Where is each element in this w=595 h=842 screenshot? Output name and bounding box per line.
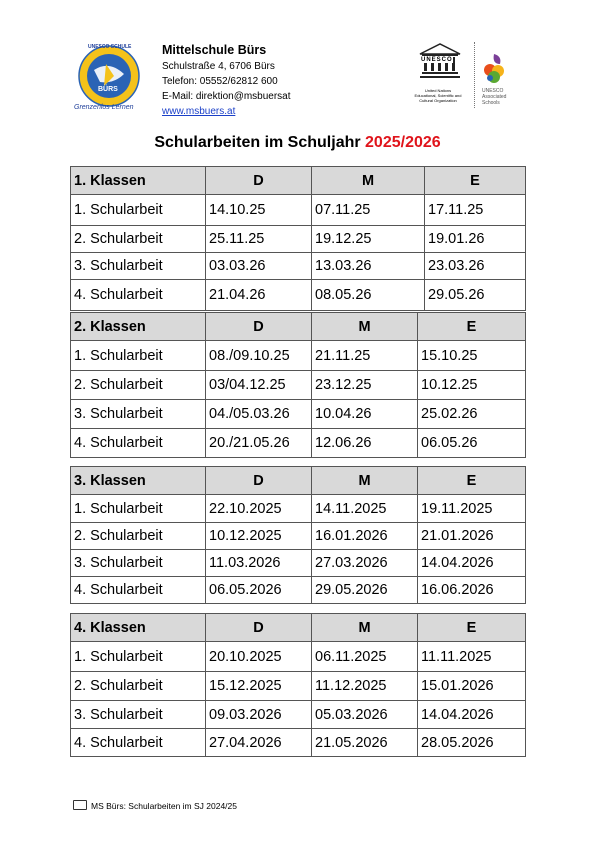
column-e: E — [418, 614, 526, 642]
table-row — [71, 371, 526, 400]
date-m: 10.04.26 — [312, 400, 418, 429]
row-label: 1. Schularbeit — [71, 495, 206, 523]
row-label: 2. Schularbeit — [71, 523, 206, 550]
logo-text-bottom: Grenzenlos Lernen — [74, 104, 134, 111]
date-d: 20./21.05.26 — [206, 429, 312, 458]
unesco-word: UNESCO — [421, 57, 453, 63]
logo-text-center: BÜRS — [98, 86, 118, 93]
date-e: 15.10.25 — [418, 341, 526, 371]
column-e: E — [418, 467, 526, 495]
date-d: 03.03.26 — [206, 253, 312, 280]
school-address: Schulstraße 4, 6706 Bürs — [162, 61, 275, 72]
table-row — [71, 341, 526, 371]
date-d: 20.10.2025 — [206, 642, 312, 672]
date-m: 27.03.2026 — [312, 550, 418, 577]
date-e: 14.04.2026 — [418, 550, 526, 577]
table-row — [71, 226, 526, 253]
page-footer — [73, 800, 237, 811]
schedule-table-2 — [70, 312, 526, 458]
date-m: 08.05.26 — [312, 280, 425, 311]
date-e: 19.11.2025 — [418, 495, 526, 523]
class-heading: 3. Klassen — [71, 467, 206, 495]
unesco-org-line3: Cultural Organization — [419, 98, 457, 103]
date-d: 22.10.2025 — [206, 495, 312, 523]
date-m: 14.11.2025 — [312, 495, 418, 523]
date-m: 12.06.26 — [312, 429, 418, 458]
date-m: 19.12.25 — [312, 226, 425, 253]
date-e: 14.04.2026 — [418, 701, 526, 729]
class-heading: 1. Klassen — [71, 167, 206, 195]
row-label: 1. Schularbeit — [71, 642, 206, 672]
schedule-table-1 — [70, 166, 526, 311]
table-row — [71, 523, 526, 550]
row-label: 3. Schularbeit — [71, 701, 206, 729]
row-label: 1. Schularbeit — [71, 341, 206, 371]
table-row — [71, 577, 526, 604]
date-m: 07.11.25 — [312, 195, 425, 226]
date-m: 29.05.2026 — [312, 577, 418, 604]
column-d: D — [206, 467, 312, 495]
class-heading: 2. Klassen — [71, 313, 206, 341]
date-e: 10.12.25 — [418, 371, 526, 400]
table-row — [71, 400, 526, 429]
date-m: 16.01.2026 — [312, 523, 418, 550]
class-heading: 4. Klassen — [71, 614, 206, 642]
aspnet-text — [482, 88, 506, 106]
aspnet-line3: Schools — [482, 100, 500, 106]
table-header-row — [71, 614, 526, 642]
unesco-divider — [474, 42, 475, 108]
column-d: D — [206, 313, 312, 341]
date-d: 10.12.2025 — [206, 523, 312, 550]
date-d: 14.10.25 — [206, 195, 312, 226]
footer-text: MS Bürs: Schularbeiten im SJ 2024/25 — [91, 801, 237, 811]
table-header-row — [71, 313, 526, 341]
date-d: 27.04.2026 — [206, 729, 312, 757]
column-d: D — [206, 167, 312, 195]
date-m: 11.12.2025 — [312, 672, 418, 701]
school-name: Mittelschule Bürs — [162, 43, 267, 57]
column-e: E — [418, 313, 526, 341]
date-m: 06.11.2025 — [312, 642, 418, 672]
date-e: 19.01.26 — [425, 226, 526, 253]
date-d: 06.05.2026 — [206, 577, 312, 604]
aspnet-tree-icon — [480, 52, 508, 88]
table-row — [71, 495, 526, 523]
school-phone: Telefon: 05552/62812 600 — [162, 76, 278, 87]
date-d: 08./09.10.25 — [206, 341, 312, 371]
date-e: 28.05.2026 — [418, 729, 526, 757]
row-label: 4. Schularbeit — [71, 577, 206, 604]
school-contact — [162, 42, 291, 119]
aspnet-line1: UNESCO — [482, 88, 504, 94]
date-e: 29.05.26 — [425, 280, 526, 311]
date-e: 06.05.26 — [418, 429, 526, 458]
date-m: 23.12.25 — [312, 371, 418, 400]
table-row — [71, 195, 526, 226]
row-label: 4. Schularbeit — [71, 429, 206, 458]
unesco-temple-icon — [416, 42, 464, 84]
row-label: 1. Schularbeit — [71, 195, 206, 226]
table-header-row — [71, 167, 526, 195]
table-row — [71, 550, 526, 577]
row-label: 2. Schularbeit — [71, 226, 206, 253]
letterhead — [70, 38, 530, 118]
table-row — [71, 280, 526, 311]
date-e: 11.11.2025 — [418, 642, 526, 672]
date-d: 04./05.03.26 — [206, 400, 312, 429]
school-email: E-Mail: direktion@msbuersat — [162, 91, 291, 102]
table-row — [71, 642, 526, 672]
unesco-org-line1: United Nations — [424, 88, 452, 93]
date-d: 15.12.2025 — [206, 672, 312, 701]
column-m: M — [312, 467, 418, 495]
date-d: 11.03.2026 — [206, 550, 312, 577]
page-title — [0, 134, 595, 152]
table-row — [71, 729, 526, 757]
date-e: 25.02.26 — [418, 400, 526, 429]
date-d: 21.04.26 — [206, 280, 312, 311]
row-label: 3. Schularbeit — [71, 550, 206, 577]
table-row — [71, 701, 526, 729]
column-e: E — [425, 167, 526, 195]
column-m: M — [312, 313, 418, 341]
row-label: 3. Schularbeit — [71, 400, 206, 429]
schedule-table-4 — [70, 613, 526, 757]
schedule-table-3 — [70, 466, 526, 604]
date-m: 21.05.2026 — [312, 729, 418, 757]
date-d: 09.03.2026 — [206, 701, 312, 729]
title-main: Schularbeiten im Schuljahr — [154, 134, 366, 151]
date-e: 15.01.2026 — [418, 672, 526, 701]
date-m: 13.03.26 — [312, 253, 425, 280]
column-d: D — [206, 614, 312, 642]
date-m: 21.11.25 — [312, 341, 418, 371]
row-label: 3. Schularbeit — [71, 253, 206, 280]
row-label: 4. Schularbeit — [71, 280, 206, 311]
date-m: 05.03.2026 — [312, 701, 418, 729]
date-e: 23.03.26 — [425, 253, 526, 280]
unesco-org-line2: Educational, Scientific and — [414, 93, 462, 98]
date-e: 17.11.25 — [425, 195, 526, 226]
column-m: M — [312, 614, 418, 642]
table-row — [71, 253, 526, 280]
date-e: 21.01.2026 — [418, 523, 526, 550]
row-label: 2. Schularbeit — [71, 672, 206, 701]
title-year: 2025/2026 — [365, 134, 441, 151]
folder-icon — [73, 800, 87, 810]
logo-text-top: UNESCO SCHULE — [88, 44, 132, 50]
date-d: 03/04.12.25 — [206, 371, 312, 400]
table-row — [71, 429, 526, 458]
table-row — [71, 672, 526, 701]
date-d: 25.11.25 — [206, 226, 312, 253]
row-label: 4. Schularbeit — [71, 729, 206, 757]
unesco-logo — [408, 38, 507, 118]
column-m: M — [312, 167, 425, 195]
school-website-link[interactable]: www.msbuers.at — [162, 106, 236, 117]
row-label: 2. Schularbeit — [71, 371, 206, 400]
table-header-row — [71, 467, 526, 495]
date-e: 16.06.2026 — [418, 577, 526, 604]
aspnet-line2: Associated — [482, 94, 507, 100]
